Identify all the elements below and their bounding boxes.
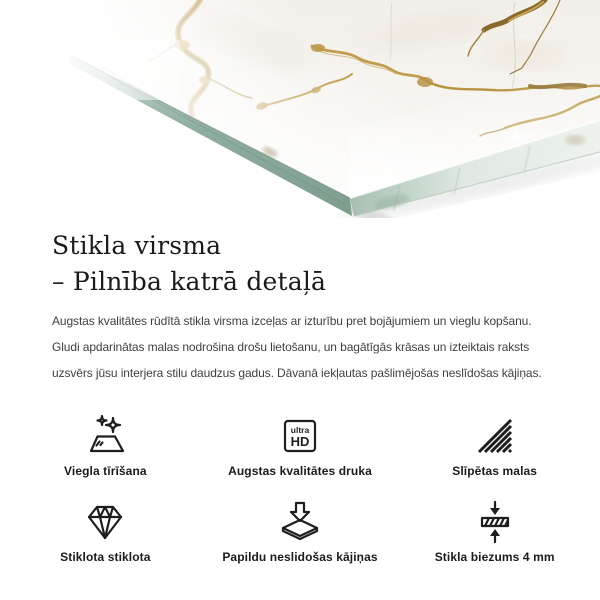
- content-section: [0, 228, 600, 564]
- glass-thickness-icon: [473, 500, 517, 544]
- feature-label: Stikla biezums 4 mm: [434, 550, 555, 564]
- feature-easy-cleaning: [8, 414, 203, 478]
- feature-label: Papildu neslidošas kājiņas: [222, 550, 378, 564]
- feature-label: Stiklota stiklota: [60, 550, 151, 564]
- ultra-hd-icon-text-bottom: HD: [290, 434, 310, 449]
- ultra-hd-icon-text-top: ultra: [290, 425, 310, 435]
- anti-slip-feet-icon: [278, 500, 322, 544]
- hero-image: [0, 0, 600, 218]
- feature-label: Slīpētas malas: [452, 464, 538, 478]
- sparkle-clean-surface-icon: [83, 414, 127, 458]
- description-line: Augstas kvalitātes rūdītā stikla virsma izceļas ar izturību pret bojājumiem un vieglu kopšanu.: [52, 314, 532, 328]
- feature-print-quality: [203, 414, 398, 478]
- feature-glazed: [8, 500, 203, 564]
- features-grid: [8, 414, 592, 564]
- feature-anti-slip-feet: [203, 500, 398, 564]
- feature-label: Augstas kvalitātes druka: [228, 464, 372, 478]
- feature-label: Viegla tīrīšana: [64, 464, 147, 478]
- title-line-2: – Pilnība katrā detaļā: [52, 267, 327, 296]
- feature-glass-thickness: [397, 500, 592, 564]
- page-title: [52, 228, 600, 300]
- description-paragraph: [52, 308, 600, 386]
- ultra-hd-icon: [278, 414, 322, 458]
- polished-edges-icon: [473, 414, 517, 458]
- description-line: Gludi apdarinātas malas nodrošina drošu lietošanu, un bagātīgās krāsas un izteiktais raksts: [52, 340, 530, 354]
- description-line: uzsvērs jūsu interjera stilu daudzus gadus. Dāvanā iekļautas pašlimējošas neslīdošas kājiņas.: [52, 366, 542, 380]
- feature-polished-edges: [397, 414, 592, 478]
- title-line-1: Stikla virsma: [52, 231, 222, 260]
- diamond-icon: [83, 500, 127, 544]
